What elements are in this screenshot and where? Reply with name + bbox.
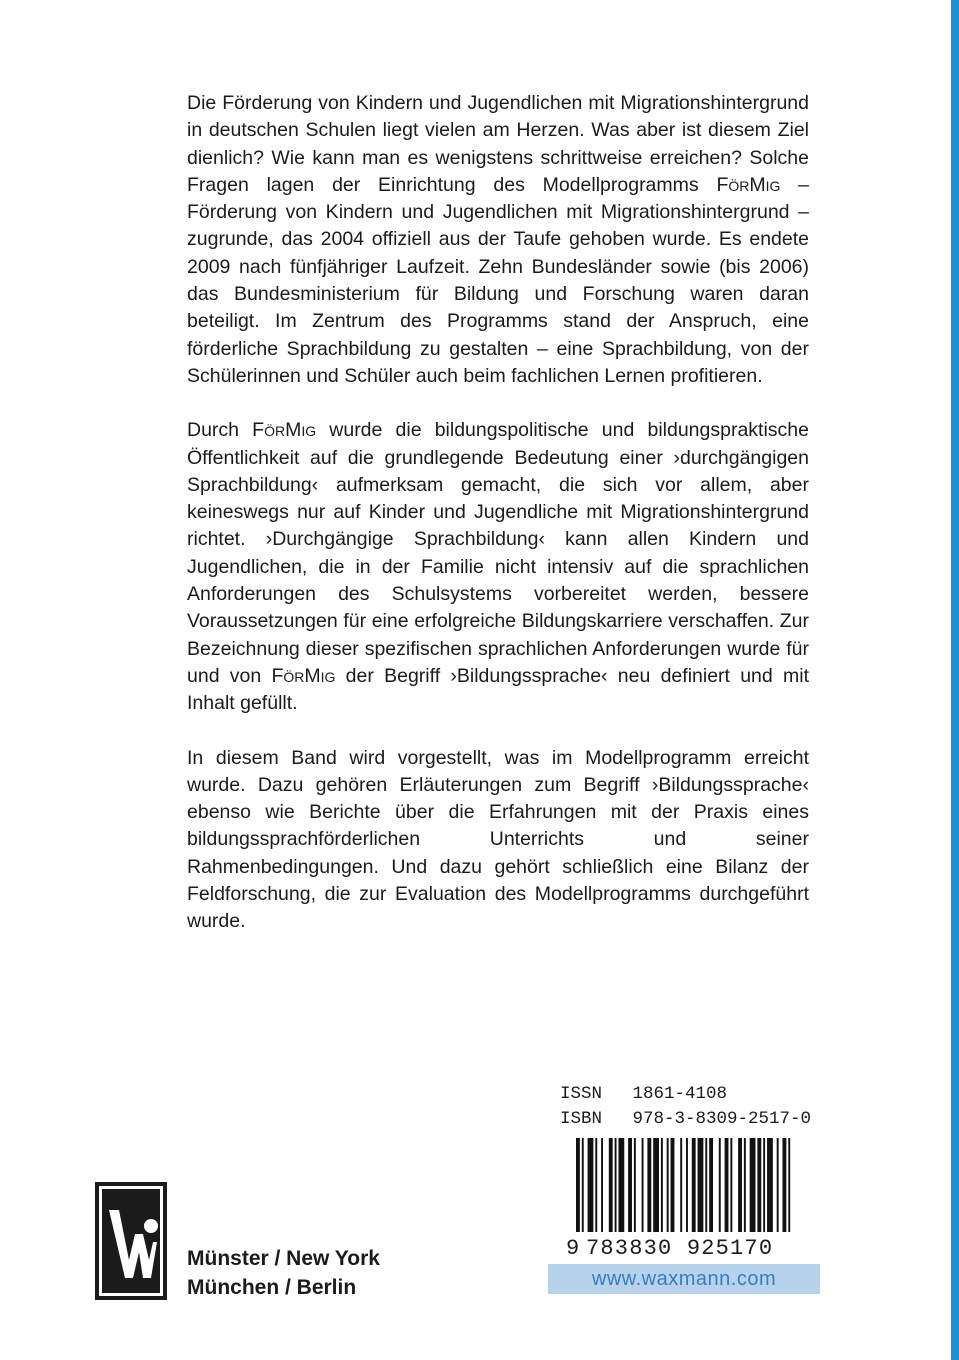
paragraph-2: Durch FörMig wurde die bildungspolitische und bildungspraktische Öffentlichkeit auf die grundlegende Bedeutung einer ›durchgängigen Sprachbildung‹ aufmerksam gemacht, die sich vor allem, aber keineswegs nur auf Kinder und Jugendliche mit Migrationshintergrund richtet. ›Durchgängige Sprachbildung‹ kann allen Kindern und Jugendlichen, die in der Familie nicht intensiv auf die sprachlichen Anforderungen des Schulsystems vorbereitet werden, bessere Voraussetzungen für eine erfolgreiche Bildungskarriere verschaffen. Zur Bezeichnung dieser spezifischen sprachlichen Anforderungen wurde für und von FörMig der Begriff ›Bildungssprache‹ neu definiert und mit Inhalt gefüllt. bbox=[187, 419, 809, 715]
publisher-cities bbox=[187, 1244, 380, 1302]
identifier-codes bbox=[560, 1082, 811, 1132]
barcode-bar bbox=[628, 1138, 632, 1232]
barcode-bar bbox=[653, 1138, 659, 1232]
barcode-bar bbox=[763, 1138, 765, 1232]
barcode-bar bbox=[588, 1138, 594, 1232]
barcode-digits: 783830 925170 bbox=[586, 1236, 774, 1261]
brand-formig: FörMig bbox=[271, 664, 336, 687]
barcode-bar bbox=[698, 1138, 704, 1232]
isbn-value: 978-3-8309-2517-0 bbox=[632, 1109, 812, 1129]
barcode-bar bbox=[767, 1138, 773, 1232]
isbn-label: ISBN bbox=[560, 1109, 603, 1129]
barcode-bar bbox=[647, 1138, 651, 1232]
blurb-text bbox=[187, 90, 809, 963]
barcode-bar bbox=[730, 1138, 732, 1232]
barcode-bar bbox=[634, 1138, 636, 1232]
paragraph-3: In diesem Band wird vorgestellt, was im Modellprogramm erreicht wurde. Dazu gehören Erläuterungen zum Begriff ›Bildungssprache‹ ebenso wie Berichte über die Erfahrungen mit der Praxis eines bildungssprachförderlichen Unterrichts und seiner Rahmenbedingungen. Und dazu gehört schließlich eine Bilanz der Feldforschung, die zur Evaluation des Modellprogramms durchgeführt wurde. bbox=[187, 746, 809, 933]
barcode-bar bbox=[719, 1138, 721, 1232]
barcode-bar bbox=[671, 1138, 675, 1232]
city-line-2: München / Berlin bbox=[187, 1276, 357, 1299]
barcode-bars bbox=[576, 1138, 796, 1240]
barcode-bar bbox=[576, 1138, 580, 1232]
barcode-bar bbox=[782, 1138, 786, 1232]
barcode-bar bbox=[642, 1138, 644, 1232]
barcode-bar bbox=[744, 1138, 746, 1232]
barcode-bar bbox=[615, 1138, 617, 1232]
barcode-first-digit: 9 bbox=[566, 1236, 580, 1261]
issn-value: 1861-4108 bbox=[632, 1084, 728, 1104]
barcode-bar bbox=[705, 1138, 707, 1232]
barcode-bar bbox=[738, 1138, 742, 1232]
barcode-bar bbox=[777, 1138, 779, 1232]
barcode-bar bbox=[788, 1138, 790, 1232]
paragraph-1: Die Förderung von Kindern und Jugendlichen mit Migrationshintergrund in deutschen Schulen liegt vielen am Herzen. Was aber ist diesem Ziel dienlich? Wie kann man es wenigstens schrittweise erreichen? Solche Fragen lagen der Einrichtung des Modellprogramms FörMig – Förderung von Kindern und Jugendlichen mit Migrationshintergrund – zugrunde, das 2004 offiziell aus der Taufe gehoben wurde. Es endete 2009 nach fünfjähriger Laufzeit. Zehn Bundesländer sowie (bis 2006) das Bundesministerium für Bildung und Forschung waren daran beteiligt. Im Zentrum des Programms stand der Anspruch, eine förderliche Sprachbildung zu gestalten – eine Sprachbildung, von der Schülerinnen und Schüler auch beim fachlichen Lernen profitieren. bbox=[187, 92, 810, 387]
barcode-bar bbox=[582, 1138, 584, 1232]
barcode-bar bbox=[661, 1138, 663, 1232]
barcode-bar bbox=[601, 1138, 603, 1232]
barcode-bar bbox=[686, 1138, 688, 1232]
barcode-bar bbox=[618, 1138, 624, 1232]
brand-formig: FörMig bbox=[252, 419, 317, 442]
barcode-bar bbox=[680, 1138, 682, 1232]
accent-strip bbox=[951, 0, 959, 1360]
barcode-bar bbox=[709, 1138, 713, 1232]
barcode-bar bbox=[757, 1138, 761, 1232]
barcode-bar bbox=[609, 1138, 613, 1232]
barcode-bar bbox=[667, 1138, 669, 1232]
issn-label: ISSN bbox=[560, 1084, 603, 1104]
publisher-url[interactable]: www.waxmann.com bbox=[548, 1264, 820, 1294]
city-line-1: Münster / New York bbox=[187, 1247, 380, 1270]
barcode-bar bbox=[750, 1138, 756, 1232]
barcode-bar bbox=[692, 1138, 696, 1232]
issn-line bbox=[560, 1082, 811, 1107]
barcode bbox=[576, 1138, 796, 1240]
isbn-line bbox=[560, 1107, 811, 1132]
waxmann-logo-icon bbox=[95, 1182, 167, 1300]
barcode-bar bbox=[595, 1138, 597, 1232]
brand-formig: FörMig bbox=[716, 173, 781, 196]
barcode-bar bbox=[725, 1138, 729, 1232]
